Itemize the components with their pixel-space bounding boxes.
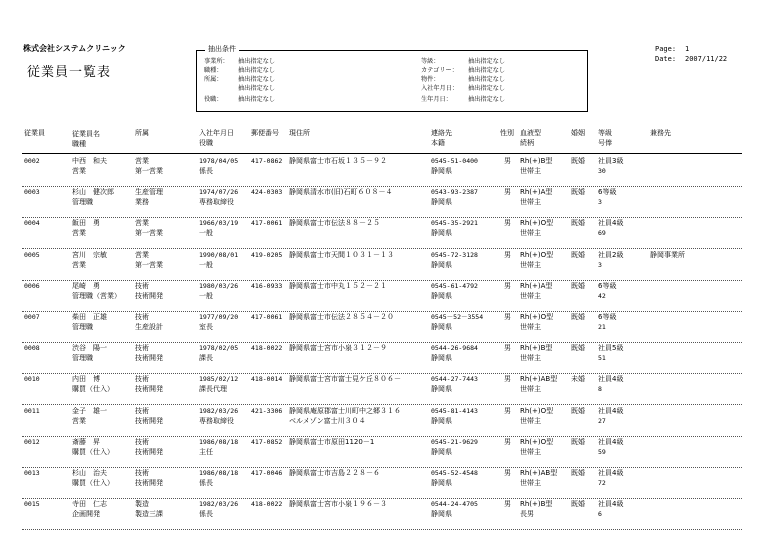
cell-domicile: 静岡県 bbox=[431, 354, 452, 363]
condition-key: カテゴリー： bbox=[421, 67, 458, 74]
cell-grade-no: 3 bbox=[598, 260, 602, 269]
cell-job: 営業 bbox=[72, 229, 86, 238]
col-marital: 婚姻 bbox=[571, 129, 585, 137]
cell-domicile: 静岡県 bbox=[431, 510, 452, 519]
cell-section: 生産設計 bbox=[135, 323, 163, 331]
cell-domicile: 静岡県 bbox=[431, 167, 452, 175]
cell-blood: Rh(+)A型 bbox=[520, 281, 553, 290]
cell-emp-no: 0011 bbox=[24, 406, 40, 415]
cell-domicile: 静岡県 bbox=[431, 323, 452, 331]
cell-name: 宮川 宗敏 bbox=[72, 250, 107, 259]
cell-address: 静岡県富士宮市小泉３１２－９ bbox=[289, 344, 387, 353]
cell-emp-no: 0002 bbox=[24, 157, 40, 165]
col-grade-no: 号俸 bbox=[598, 139, 612, 147]
cell-marital: 既婚 bbox=[571, 313, 585, 321]
table-row bbox=[0, 186, 760, 218]
cell-address-2: ベルメゾン富士川３０４ bbox=[289, 416, 366, 425]
cell-relation: 世帯主 bbox=[520, 229, 541, 238]
cell-domicile: 静岡県 bbox=[431, 416, 452, 425]
cell-marital: 既婚 bbox=[571, 344, 585, 353]
cell-post: 一般 bbox=[199, 260, 213, 269]
cell-grade: 社員4級 bbox=[598, 469, 624, 477]
condition-left-1 bbox=[204, 66, 275, 75]
col-blood: 血液型 bbox=[520, 129, 541, 137]
cell-job: 購買（仕入） bbox=[72, 447, 114, 456]
cell-phone: 0544-27-7443 bbox=[431, 375, 478, 384]
cell-relation: 世帯主 bbox=[520, 416, 541, 425]
col-grade: 等級 bbox=[598, 129, 612, 137]
condition-key: 役職： bbox=[204, 96, 223, 103]
cell-emp-no: 0012 bbox=[24, 437, 40, 446]
cell-hire-date: 1980/03/26 bbox=[199, 281, 239, 290]
condition-value: 抽出指定なし bbox=[238, 76, 276, 83]
condition-value: 抽出指定なし bbox=[468, 96, 506, 103]
cell-address: 静岡県富士市石坂１３５－９２ bbox=[289, 157, 387, 165]
cell-blood: Rh(+)O型 bbox=[520, 313, 554, 321]
cell-zip: 417-0046 bbox=[251, 469, 283, 477]
cell-dept: 技術 bbox=[135, 344, 149, 353]
cell-address: 静岡県富士市吉島２２８－６ bbox=[289, 469, 380, 477]
cell-blood: Rh(+)O型 bbox=[520, 437, 554, 446]
cell-marital: 既婚 bbox=[571, 219, 585, 228]
cell-sex: 男 bbox=[504, 157, 511, 165]
extraction-conditions-box bbox=[196, 45, 588, 112]
col-phone: 連絡先 bbox=[431, 129, 452, 137]
condition-right-1 bbox=[421, 66, 505, 75]
cell-post: 専務取締役 bbox=[199, 416, 234, 425]
cell-grade-no: 21 bbox=[598, 323, 606, 331]
date-label: Date: bbox=[655, 54, 677, 63]
cell-hire-date: 1982/03/26 bbox=[199, 500, 239, 509]
cell-dept: 技術 bbox=[135, 406, 149, 415]
cell-sex: 男 bbox=[504, 437, 511, 446]
condition-value: 抽出指定なし bbox=[238, 67, 276, 74]
cell-marital: 既婚 bbox=[571, 281, 585, 290]
cell-domicile: 静岡県 bbox=[431, 198, 452, 207]
table-row bbox=[0, 436, 760, 468]
table-row bbox=[0, 155, 760, 187]
cell-dept: 営業 bbox=[135, 157, 149, 165]
cell-dept: 営業 bbox=[135, 219, 149, 228]
cell-relation: 世帯主 bbox=[520, 323, 541, 331]
cell-job: 管理職 bbox=[72, 354, 93, 363]
cell-zip: 419-0205 bbox=[251, 250, 283, 259]
cell-marital: 未婚 bbox=[571, 375, 585, 384]
cell-job: 営業 bbox=[72, 260, 86, 269]
cell-zip: 418-0022 bbox=[251, 344, 283, 353]
table-row bbox=[0, 342, 760, 374]
cell-name: 寺田 仁志 bbox=[72, 500, 107, 509]
col-zip: 郵便番号 bbox=[251, 129, 279, 137]
page-number: 1 bbox=[685, 45, 690, 53]
table-row bbox=[0, 405, 760, 437]
cell-zip: 418-0022 bbox=[251, 500, 283, 509]
cell-post: 室長 bbox=[199, 323, 213, 331]
cell-hire-date: 1978/04/05 bbox=[199, 157, 239, 165]
cell-domicile: 静岡県 bbox=[431, 479, 452, 487]
cell-blood: Rh(+)A型 bbox=[520, 188, 553, 197]
cell-grade-no: 6 bbox=[598, 510, 602, 519]
condition-value: 抽出指定なし bbox=[468, 76, 506, 83]
cell-hire-date: 1974/07/26 bbox=[199, 188, 239, 197]
cell-zip: 417-0061 bbox=[251, 313, 283, 321]
cell-sex: 男 bbox=[504, 188, 511, 197]
cell-blood: Rh(+)B型 bbox=[520, 157, 553, 165]
col-secondary: 兼務先 bbox=[650, 129, 671, 137]
cell-sex: 男 bbox=[504, 281, 511, 290]
table-row bbox=[0, 280, 760, 312]
cell-address: 静岡県富士市原田1120－1 bbox=[289, 437, 375, 446]
page-label: Page: bbox=[655, 45, 677, 53]
cell-dept: 技術 bbox=[135, 375, 149, 384]
col-domicile: 本籍 bbox=[431, 139, 445, 147]
cell-blood: Rh(+)B型 bbox=[520, 500, 553, 509]
cell-grade-no: 59 bbox=[598, 447, 606, 456]
cell-name: 尾崎 勇 bbox=[72, 281, 100, 290]
cell-phone: 0545－52－3554 bbox=[431, 313, 484, 321]
cell-zip: 418-0014 bbox=[251, 375, 283, 384]
condition-key: 物件： bbox=[421, 76, 440, 83]
cell-job: 企画開発 bbox=[72, 510, 100, 519]
cell-section: 業務 bbox=[135, 198, 149, 207]
cell-post: 専務取締役 bbox=[199, 198, 234, 207]
condition-right-2 bbox=[421, 75, 505, 84]
cell-phone: 0545-81-4143 bbox=[431, 406, 478, 415]
cell-grade: 6等級 bbox=[598, 188, 617, 197]
cell-grade-no: 8 bbox=[598, 385, 602, 394]
table-row bbox=[0, 467, 760, 499]
cell-name: 斎藤 昇 bbox=[72, 437, 100, 446]
cell-hire-date: 1985/02/12 bbox=[199, 375, 239, 384]
cell-phone: 0543-93-2387 bbox=[431, 188, 478, 197]
condition-key: 所属： bbox=[204, 76, 223, 83]
cell-sex: 男 bbox=[504, 469, 511, 477]
cell-job: 購買（仕入） bbox=[72, 385, 114, 394]
condition-left-4 bbox=[204, 95, 275, 104]
condition-left-3 bbox=[204, 84, 275, 93]
cell-grade: 社員4級 bbox=[598, 500, 624, 509]
cell-grade: 社員4級 bbox=[598, 219, 624, 228]
cell-grade: 6等級 bbox=[598, 313, 617, 321]
cell-marital: 既婚 bbox=[571, 406, 585, 415]
cell-section: 第一営業 bbox=[135, 260, 163, 269]
table-header bbox=[0, 129, 760, 153]
cell-emp-no: 0013 bbox=[24, 469, 40, 477]
col-post: 役職 bbox=[199, 139, 213, 147]
cell-secondary: 静岡事業所 bbox=[650, 250, 685, 259]
cell-job: 営業 bbox=[72, 416, 86, 425]
cell-emp-no: 0015 bbox=[24, 500, 40, 509]
page-info bbox=[655, 45, 727, 65]
table-row bbox=[0, 498, 760, 530]
cell-hire-date: 1986/08/18 bbox=[199, 469, 239, 477]
cell-section: 技術開発 bbox=[135, 479, 163, 487]
condition-key: 事業所： bbox=[204, 58, 229, 65]
cell-grade: 社員4級 bbox=[598, 437, 624, 446]
cell-post: 課長 bbox=[199, 354, 213, 363]
cell-dept: 営業 bbox=[135, 250, 149, 259]
cell-relation: 長男 bbox=[520, 510, 534, 519]
cell-hire-date: 1977/09/20 bbox=[199, 313, 239, 321]
table-row bbox=[0, 311, 760, 343]
cell-domicile: 静岡県 bbox=[431, 447, 452, 456]
col-dept: 所属 bbox=[135, 129, 149, 137]
cell-emp-no: 0004 bbox=[24, 219, 40, 228]
cell-name: 内田 博 bbox=[72, 375, 100, 384]
cell-section: 製造三課 bbox=[135, 510, 163, 519]
condition-key: 入社年月日： bbox=[421, 85, 459, 92]
cell-address: 静岡県富士市天間１０３１－１３ bbox=[289, 250, 394, 259]
cell-sex: 男 bbox=[504, 500, 511, 509]
cell-address: 静岡県富士宮市富士見ケ丘８０６－ bbox=[289, 375, 401, 384]
cell-grade-no: 72 bbox=[598, 479, 606, 487]
cell-zip: 416-0933 bbox=[251, 281, 283, 290]
cell-sex: 男 bbox=[504, 406, 511, 415]
cell-name: 柴田 正雄 bbox=[72, 313, 107, 321]
condition-value: 抽出指定なし bbox=[238, 85, 276, 92]
cell-marital: 既婚 bbox=[571, 469, 585, 477]
row-divider bbox=[22, 529, 742, 530]
cell-blood: Rh(+)AB型 bbox=[520, 469, 558, 477]
cell-emp-no: 0010 bbox=[24, 375, 40, 384]
condition-left-0 bbox=[204, 57, 275, 66]
col-address: 現住所 bbox=[289, 129, 310, 137]
conditions-legend: 抽出条件 bbox=[205, 45, 239, 54]
cell-phone: 0544-26-9684 bbox=[431, 344, 478, 353]
cell-post: 係長 bbox=[199, 479, 213, 487]
cell-marital: 既婚 bbox=[571, 500, 585, 509]
cell-domicile: 静岡県 bbox=[431, 291, 452, 300]
condition-right-4 bbox=[421, 95, 505, 104]
cell-address: 静岡県清水市(旧)石町６０８－４ bbox=[289, 188, 393, 197]
cell-section: 技術開発 bbox=[135, 354, 163, 363]
condition-key: 等級： bbox=[421, 58, 440, 65]
cell-emp-no: 0005 bbox=[24, 250, 40, 259]
cell-phone: 0545-72-3128 bbox=[431, 250, 478, 259]
cell-relation: 世帯主 bbox=[520, 291, 541, 300]
cell-name: 飯田 勇 bbox=[72, 219, 100, 228]
condition-key: 生年月日： bbox=[421, 96, 452, 103]
cell-relation: 世帯主 bbox=[520, 354, 541, 363]
cell-hire-date: 1990/08/01 bbox=[199, 250, 239, 259]
condition-right-0 bbox=[421, 57, 505, 66]
cell-job: 営業 bbox=[72, 167, 86, 175]
cell-grade-no: 42 bbox=[598, 291, 606, 300]
cell-zip: 424-0303 bbox=[251, 188, 283, 197]
cell-section: 第一営業 bbox=[135, 229, 163, 238]
cell-section: 第一営業 bbox=[135, 167, 163, 175]
cell-sex: 男 bbox=[504, 313, 511, 321]
cell-address: 静岡県富士市伝法８８－２５ bbox=[289, 219, 380, 228]
cell-relation: 世帯主 bbox=[520, 260, 541, 269]
cell-phone: 0544-24-4705 bbox=[431, 500, 478, 509]
cell-grade-no: 27 bbox=[598, 416, 606, 425]
cell-relation: 世帯主 bbox=[520, 198, 541, 207]
cell-dept: 製造 bbox=[135, 500, 149, 509]
cell-post: 係長 bbox=[199, 167, 213, 175]
cell-post: 課長代理 bbox=[199, 385, 227, 394]
cell-phone: 0545-21-9629 bbox=[431, 437, 478, 446]
cell-emp-no: 0003 bbox=[24, 188, 40, 197]
cell-job: 管理職（営業） bbox=[72, 291, 121, 300]
col-sex: 性別 bbox=[500, 129, 514, 137]
cell-section: 技術開発 bbox=[135, 291, 163, 300]
cell-relation: 世帯主 bbox=[520, 385, 541, 394]
cell-address: 静岡県庵原郡富士川町中之郷３１６ bbox=[289, 406, 401, 415]
print-date: 2007/11/22 bbox=[685, 54, 728, 63]
cell-grade-no: 69 bbox=[598, 229, 606, 238]
cell-blood: Rh(+)O型 bbox=[520, 219, 554, 228]
cell-domicile: 静岡県 bbox=[431, 385, 452, 394]
cell-zip: 421-3306 bbox=[251, 406, 283, 415]
cell-job: 管理職 bbox=[72, 198, 93, 207]
table-row bbox=[0, 217, 760, 249]
cell-relation: 世帯主 bbox=[520, 479, 541, 487]
condition-key: 職種： bbox=[204, 67, 223, 74]
cell-marital: 既婚 bbox=[571, 188, 585, 197]
cell-emp-no: 0008 bbox=[24, 344, 40, 353]
cell-grade-no: 30 bbox=[598, 167, 606, 175]
cell-grade: 社員4級 bbox=[598, 375, 624, 384]
cell-emp-no: 0006 bbox=[24, 281, 40, 290]
cell-name: 金子 雄一 bbox=[72, 406, 107, 415]
cell-zip: 417-0852 bbox=[251, 437, 283, 446]
cell-zip: 417-0061 bbox=[251, 219, 283, 228]
cell-sex: 男 bbox=[504, 250, 511, 259]
cell-post: 一般 bbox=[199, 291, 213, 300]
cell-grade-no: 3 bbox=[598, 198, 602, 207]
cell-blood: Rh(+)O型 bbox=[520, 250, 554, 259]
cell-hire-date: 1982/03/26 bbox=[199, 406, 239, 415]
cell-name: 中西 和夫 bbox=[72, 157, 107, 165]
cell-name: 渋谷 陽一 bbox=[72, 344, 107, 353]
cell-marital: 既婚 bbox=[571, 250, 585, 259]
cell-grade: 社員4級 bbox=[598, 406, 624, 415]
cell-name: 杉山 治夫 bbox=[72, 469, 107, 477]
cell-hire-date: 1966/03/19 bbox=[199, 219, 239, 228]
cell-sex: 男 bbox=[504, 344, 511, 353]
table-row bbox=[0, 373, 760, 405]
table-row bbox=[0, 249, 760, 281]
cell-hire-date: 1978/02/05 bbox=[199, 344, 239, 353]
cell-sex: 男 bbox=[504, 219, 511, 228]
cell-dept: 技術 bbox=[135, 313, 149, 321]
cell-zip: 417-0862 bbox=[251, 157, 283, 165]
cell-section: 技術開発 bbox=[135, 385, 163, 394]
cell-phone: 0545-61-4792 bbox=[431, 281, 478, 290]
cell-sex: 男 bbox=[504, 375, 511, 384]
col-name: 従業員名 bbox=[72, 130, 100, 138]
condition-left-2 bbox=[204, 75, 275, 84]
cell-relation: 世帯主 bbox=[520, 167, 541, 175]
cell-post: 係長 bbox=[199, 510, 213, 519]
cell-blood: Rh(+)B型 bbox=[520, 344, 553, 353]
cell-name: 杉山 健次郎 bbox=[72, 188, 114, 197]
condition-value: 抽出指定なし bbox=[468, 58, 506, 65]
cell-grade: 社員3級 bbox=[598, 157, 624, 165]
cell-phone: 0545-51-0400 bbox=[431, 157, 478, 165]
page-title: 従業員一覧表 bbox=[27, 65, 112, 80]
company-name: 株式会社システムクリニック bbox=[23, 44, 126, 53]
cell-grade: 6等級 bbox=[598, 281, 617, 290]
condition-value: 抽出指定なし bbox=[468, 67, 506, 74]
condition-right-3 bbox=[421, 84, 505, 93]
cell-grade-no: 51 bbox=[598, 354, 606, 363]
cell-section: 技術開発 bbox=[135, 416, 163, 425]
col-job: 職種 bbox=[72, 140, 86, 148]
cell-marital: 既婚 bbox=[571, 157, 585, 165]
cell-phone: 0545-52-4548 bbox=[431, 469, 478, 477]
cell-dept: 技術 bbox=[135, 281, 149, 290]
cell-dept: 技術 bbox=[135, 437, 149, 446]
col-hire: 入社年月日 bbox=[199, 129, 234, 137]
cell-phone: 0545-35-2921 bbox=[431, 219, 478, 228]
cell-dept: 生産管理 bbox=[135, 188, 163, 197]
cell-section: 技術開発 bbox=[135, 447, 163, 456]
cell-grade: 社員5級 bbox=[598, 344, 624, 353]
cell-job: 購買（仕入） bbox=[72, 479, 114, 487]
cell-dept: 技術 bbox=[135, 469, 149, 477]
cell-emp-no: 0007 bbox=[24, 313, 40, 321]
col-emp-no: 従業員 bbox=[24, 129, 45, 137]
cell-domicile: 静岡県 bbox=[431, 260, 452, 269]
cell-blood: Rh(+)O型 bbox=[520, 406, 554, 415]
header-divider bbox=[22, 153, 742, 154]
cell-grade: 社員2級 bbox=[598, 250, 624, 259]
cell-post: 一般 bbox=[199, 229, 213, 238]
cell-address: 静岡県富士市伝法２８５４－２０ bbox=[289, 313, 394, 321]
cell-relation: 世帯主 bbox=[520, 447, 541, 456]
cell-hire-date: 1986/08/18 bbox=[199, 437, 239, 446]
cell-domicile: 静岡県 bbox=[431, 229, 452, 238]
cell-address: 静岡県富士市中丸１５２－２１ bbox=[289, 281, 387, 290]
cell-address: 静岡県富士宮市小泉１９６－３ bbox=[289, 500, 387, 509]
cell-marital: 既婚 bbox=[571, 437, 585, 446]
cell-job: 管理職 bbox=[72, 323, 93, 331]
condition-value: 抽出指定なし bbox=[238, 96, 276, 103]
cell-post: 主任 bbox=[199, 447, 213, 456]
condition-value: 抽出指定なし bbox=[238, 58, 276, 65]
cell-blood: Rh(+)AB型 bbox=[520, 375, 558, 384]
condition-value: 抽出指定なし bbox=[468, 85, 506, 92]
col-relation: 続柄 bbox=[520, 139, 534, 147]
